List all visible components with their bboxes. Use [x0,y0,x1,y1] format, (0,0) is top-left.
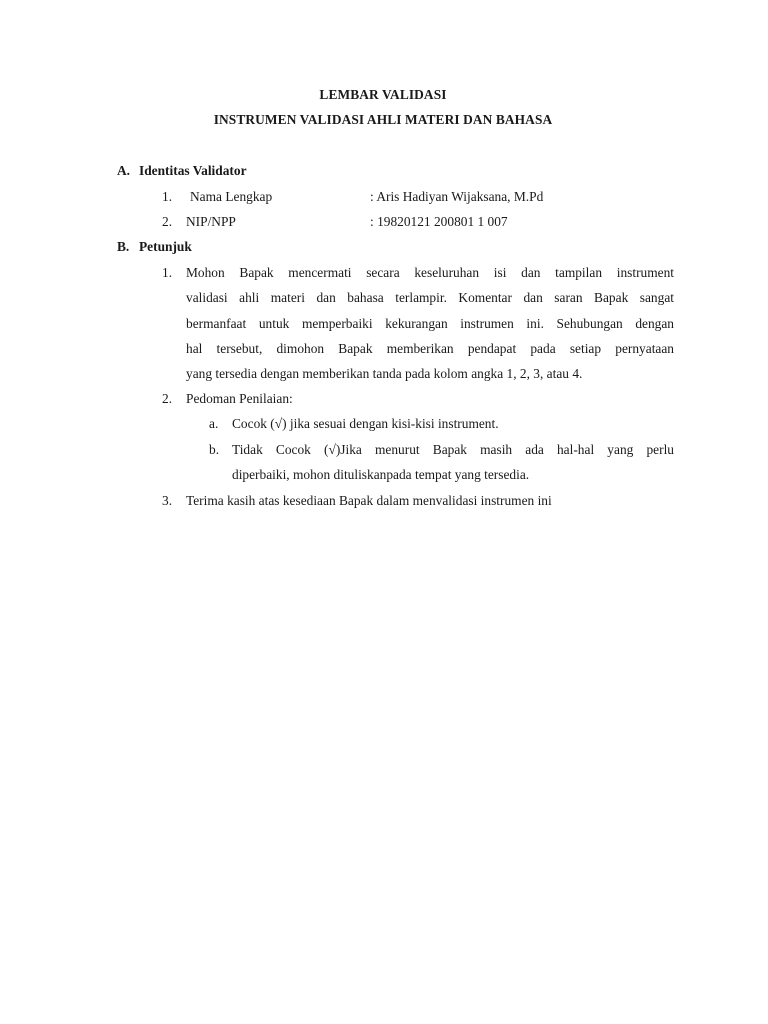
identity-item-number: 1. [162,189,173,204]
identity-label-nip: NIP/NPP [186,214,236,229]
guide-cocok-text: Cocok (√) jika sesuai dengan kisi-kisi instrument. [232,416,499,431]
document-subtitle: INSTRUMEN VALIDASI AHLI MATERI DAN BAHASA [213,112,553,127]
guide-sub-letter: b. [209,442,220,457]
instruction-1-line: Mohon Bapak mencermati secara keseluruhan isi dan tampilan instrument [186,265,674,280]
instruction-1-line: validasi ahli materi dan bahasa terlampir. Komentar dan saran Bapak sangat [186,290,674,305]
instruction-item-number: 2. [162,391,173,406]
instruction-1-line: bermanfaat untuk memperbaiki kekurangan instrumen ini. Sehubungan dengan [186,316,674,331]
identity-label-name: Nama Lengkap [190,189,273,204]
identity-item-number: 2. [162,214,173,229]
section-a-letter: A. [117,163,131,178]
section-a-heading [117,163,247,179]
document-title: LEMBAR VALIDASI [319,87,447,102]
instruction-1-line: hal tersebut, dimohon Bapak memberikan pendapat pada setiap pernyataan [186,341,674,356]
section-b-heading [117,239,192,255]
section-b-letter: B. [117,239,130,254]
guide-tidak-cocok-line: Tidak Cocok (√)Jika menurut Bapak masih ada hal-hal yang perlu [232,442,674,457]
guide-tidak-cocok-line: diperbaiki, mohon dituliskanpada tempat yang tersedia. [232,467,530,482]
instruction-item-number: 1. [162,265,173,280]
section-b-title: Petunjuk [139,239,192,254]
identity-value-name: : Aris Hadiyan Wijaksana, M.Pd [370,189,544,204]
instruction-1-line: yang tersedia dengan memberikan tanda pada kolom angka 1, 2, 3, atau 4. [186,366,583,381]
assessment-guide-heading: Pedoman Penilaian: [186,391,293,406]
identity-value-nip: : 19820121 200801 1 007 [370,214,508,229]
guide-sub-letter: a. [209,416,219,431]
instruction-item-number: 3. [162,493,173,508]
closing-thanks-text: Terima kasih atas kesediaan Bapak dalam menvalidasi instrumen ini [186,493,552,508]
section-a-title: Identitas Validator [139,163,247,178]
